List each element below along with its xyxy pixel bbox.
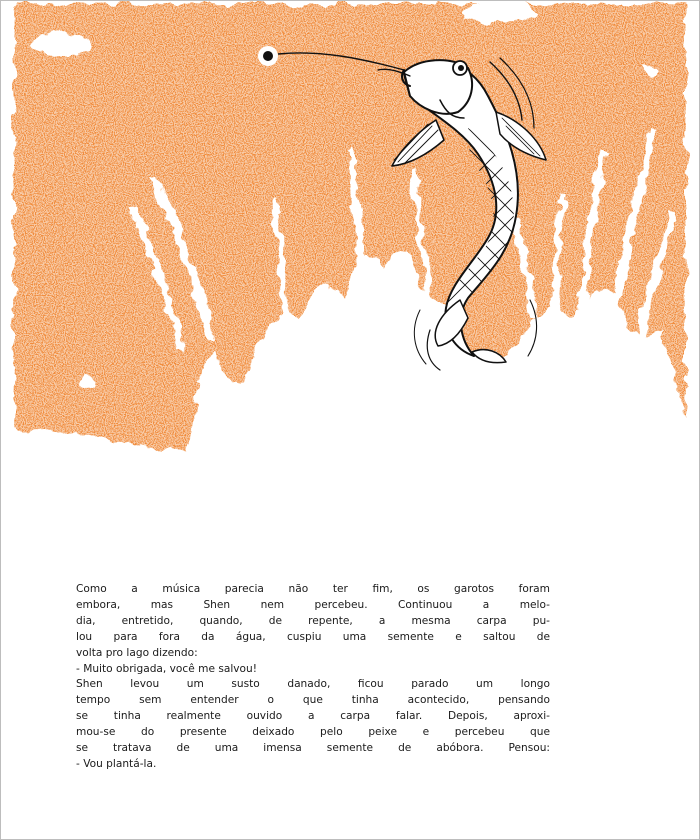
story-line: mou-se do presente deixado pelo peixe e percebeu que bbox=[76, 726, 550, 739]
story-line: embora, mas Shen nem percebeu. Continuou a melo- bbox=[76, 598, 550, 611]
dialogue-line: - Vou plantá-la. bbox=[76, 757, 157, 770]
dialogue-line: - Muito obrigada, você me salvou! bbox=[76, 662, 257, 675]
story-line: dia, entretido, quando, de repente, a mesma carpa pu- bbox=[76, 614, 550, 627]
story-line: Como a música parecia não ter fim, os garotos foram bbox=[76, 583, 550, 595]
story-line: se tinha realmente ouvido a carpa falar. Depois, aproxi- bbox=[76, 710, 550, 723]
story-text bbox=[76, 582, 550, 773]
story-line: se tratava de uma imensa semente de abóbora. Pensou: bbox=[76, 742, 550, 755]
story-line: volta pro lago dizendo: bbox=[76, 646, 198, 659]
story-line: lou para fora da água, cuspiu uma semente e saltou de bbox=[76, 630, 550, 643]
story-line: Shen levou um susto danado, ficou parado um longo bbox=[76, 678, 550, 691]
story-line: tempo sem entender o que tinha acontecido, pensando bbox=[76, 694, 550, 707]
